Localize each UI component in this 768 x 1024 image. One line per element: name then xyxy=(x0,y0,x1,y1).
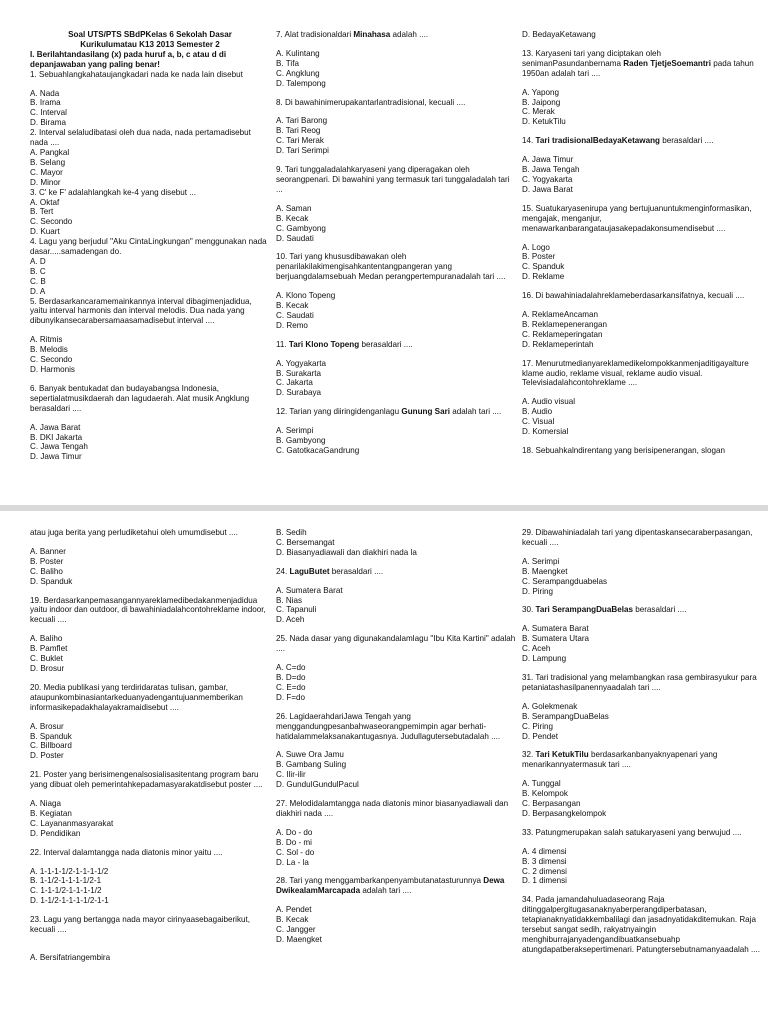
answer-option: C. Jawa Tengah xyxy=(30,442,88,452)
answer-option: D. Berpasangkelompok xyxy=(522,808,607,818)
answer-option: C. B xyxy=(30,276,46,286)
question-text: 7. Alat tradisionaldari Minahasa adalah .... xyxy=(276,30,429,39)
answer-option: A. Logo xyxy=(522,242,550,252)
answer-option: D. Lampung xyxy=(522,654,567,664)
answer-option: A. Serimpi xyxy=(276,426,314,436)
question-text: 9. Tari tunggaladalahkaryaseni yang diperagakan oleh seorangpenari. Di bawahini yang termasuk tari tunggaladalah tari ... xyxy=(276,165,512,194)
question-text: 24. LaguButet berasaldari .... xyxy=(276,566,384,576)
answer-option: C. Gambyong xyxy=(276,223,326,233)
answer-option: B. DKI Jakarta xyxy=(30,432,83,442)
answer-option: C. Reklameperingatan xyxy=(522,329,603,339)
answer-option: A. Saman xyxy=(276,203,312,213)
answer-option: C. Angklung xyxy=(276,68,320,78)
page2-column-1 xyxy=(30,528,270,963)
answer-option: A. Kulintang xyxy=(276,48,320,58)
answer-option: A. ReklameAncaman xyxy=(522,310,599,320)
answer-option: B. Jaipong xyxy=(522,97,561,107)
answer-option: D. F=do xyxy=(276,692,306,702)
question-text: 31. Tari tradisional yang melambangkan rasa gembirasyukur para petaniatashasilpanennyaadalah tari .... xyxy=(522,672,759,692)
question-block xyxy=(276,340,516,399)
answer-option: A. Bersifatriangembira xyxy=(30,953,111,962)
question-text: 32. Tari KetukTilu berdasarkanbanyaknyapenari yang menarikannyatermasuk tari .... xyxy=(522,750,720,770)
question-block xyxy=(30,128,270,187)
question-block xyxy=(276,165,516,243)
answer-option: D. A xyxy=(30,286,46,296)
question-text: 23. Lagu yang bertangga nada mayor cirinyaasebagaiberikut, kecuali .... xyxy=(30,915,253,935)
answer-option: C. Jangger xyxy=(276,925,316,935)
answer-option: C. Berpasangan xyxy=(522,799,581,809)
answer-option: C. Merak xyxy=(522,107,555,117)
answer-option: A. Sumatera Barat xyxy=(276,585,343,595)
answer-option: D. Kuart xyxy=(30,227,60,237)
question-text: 2. Interval selaludibatasi oleh dua nada, nada pertamadisebut nada .... xyxy=(30,128,254,148)
question-block xyxy=(30,297,270,375)
answer-option: B. Gambang Suling xyxy=(276,760,347,770)
answer-option: A. Yogyakarta xyxy=(276,358,326,368)
answer-option: D. Tari Serimpi xyxy=(276,146,329,156)
answer-option: D. Piring xyxy=(522,586,554,596)
answer-option: B. 3 dimensi xyxy=(522,856,567,866)
answer-option: D. Minor xyxy=(30,177,61,187)
question-text: 6. Banyak bentukadat dan budayabangsa Indonesia, sepertialatmusikdaerah dan lagudaerah. Alat musik Angklung berasaldari .... xyxy=(30,383,252,413)
page-divider xyxy=(0,505,768,511)
answer-option: D. 1-1/2-1-1-1-1/2-1-1 xyxy=(30,896,109,906)
answer-option: B. Jawa Tengah xyxy=(522,165,580,175)
question-block xyxy=(522,291,762,350)
answer-option: B. D=do xyxy=(276,672,306,682)
question-block xyxy=(30,237,270,296)
question-block xyxy=(276,30,516,89)
worksheet-subtitle: Kurikulumatau K13 2013 Semester 2 xyxy=(80,39,220,49)
answer-option: B. Maengket xyxy=(522,566,568,576)
answer-option: B. Tari Reog xyxy=(276,126,321,136)
answer-option: C. Piring xyxy=(522,721,554,731)
answer-option: D. 1 dimensi xyxy=(522,876,567,886)
question-block xyxy=(30,70,270,129)
worksheet-title: Soal UTS/PTS SBdPKelas 6 Sekolah Dasar xyxy=(68,30,232,39)
question-block xyxy=(522,446,762,456)
question-block xyxy=(276,98,516,157)
question-text: 28. Tari yang menggambarkanpenyambutanatasturunnya Dewa DwikealamMarcapada adalah tari .... xyxy=(276,876,507,896)
question-block xyxy=(276,567,516,626)
answer-option: C. Billboard xyxy=(30,741,72,751)
question-text: 13. Karyaseni tari yang diciptakan oleh senimanPasundanbernama Raden TjetjeSoemantri pada tahun 1950an adalah tari .... xyxy=(522,48,756,78)
question-text: 17. Menurutmedianyareklamedikelompokkanmenjaditigayalture klame audio, reklame visual, reklame audio visual. Televisiadalahcontohreklame .... xyxy=(522,358,751,388)
question-text: 4. Lagu yang berjudul "Aku CintaLingkungan" menggunakan nada dasar.....samadengan do. xyxy=(30,237,269,257)
answer-option: A. Yapong xyxy=(522,87,560,97)
question-block xyxy=(276,799,516,867)
question-block xyxy=(30,384,270,462)
answer-option: C. Spanduk xyxy=(522,262,565,272)
answer-option: C. Baliho xyxy=(30,566,63,576)
question-text: 12. Tarian yang diiringidenganlagu Gunung Sari adalah tari .... xyxy=(276,407,502,417)
answer-option: C. 2 dimensi xyxy=(522,866,567,876)
answer-option: D. Talempong xyxy=(276,78,326,88)
question-block xyxy=(30,770,270,838)
question-text: 21. Poster yang berisimengenalsosialisasitentang program baru yang dibuat oleh pemerintahkepadamasyarakatdisebut poster .... xyxy=(30,770,263,790)
answer-option: A. Do - do xyxy=(276,827,313,837)
answer-option: A. C=do xyxy=(276,663,306,673)
question-block xyxy=(276,634,516,702)
answer-option: A. Oktaf xyxy=(30,197,60,207)
question-block xyxy=(522,895,762,954)
answer-option: B. Pamflet xyxy=(30,644,68,654)
question-block xyxy=(522,49,762,127)
answer-option: A. D xyxy=(30,256,46,266)
answer-option: C. Secondo xyxy=(30,217,73,227)
answer-option: C. Sol - do xyxy=(276,847,315,857)
answer-option: A. 4 dimensi xyxy=(522,846,567,856)
answer-option: C. Mayor xyxy=(30,167,63,177)
question-text: 14. Tari tradisionalBedayaKetawang berasaldari .... xyxy=(522,136,714,146)
answer-option: D. Remo xyxy=(276,320,308,330)
answer-option: A. Baliho xyxy=(30,634,63,644)
answer-option: B. Irama xyxy=(30,98,61,108)
answer-option: D. La - la xyxy=(276,857,309,867)
worksheet-page-2 xyxy=(0,520,768,1020)
answer-option: D. GundulGundulPacul xyxy=(276,780,359,790)
answer-option: D. Birama xyxy=(30,118,66,128)
answer-option: B. Melodis xyxy=(30,345,68,355)
answer-option: C. 1-1-1/2-1-1-1-1/2 xyxy=(30,886,102,896)
instruction-text: I. Berilahtandasilang (x) pada huruf a, b, c atau d di depanjawaban yang paling benar! xyxy=(30,49,229,69)
question-text: 10. Tari yang khususdibawakan oleh penarilakilakimengisahkantentangpangeran yang berjuangdalamsebuah Medan perangpertempuranadalah tari .... xyxy=(276,252,506,282)
answer-option: A. Niaga xyxy=(30,799,62,809)
answer-option: C. E=do xyxy=(276,682,306,692)
answer-option: B. Gambyong xyxy=(276,436,326,446)
answer-option: D. KetukTilu xyxy=(522,117,566,127)
answer-option: D. Pendet xyxy=(522,731,558,741)
question-text: 19. Berdasarkanpemasangannyareklamedibedakanmenjadidua yaitu indoor dan outdoor, di bawahiniadalahcontohreklame indoor, kecuali .... xyxy=(30,595,269,625)
answer-option: B. Audio xyxy=(522,407,553,417)
question-block xyxy=(522,673,762,741)
page2-column-3 xyxy=(522,528,762,955)
question-text: 22. Interval dalamtangga nada diatonis minor yaitu .... xyxy=(30,847,223,857)
answer-option: D. Reklame xyxy=(522,272,565,282)
question-block xyxy=(522,528,762,596)
answer-option: D. Komersial xyxy=(522,427,569,437)
question-block xyxy=(30,188,270,238)
answer-option: B. Kelompok xyxy=(522,789,568,799)
question-block xyxy=(522,605,762,664)
answer-option: A. Nada xyxy=(30,88,60,98)
answer-option: D. Spanduk xyxy=(30,576,73,586)
question-text: 1. Sebuahlangkahataujangkadari nada ke nada lain disebut xyxy=(30,69,243,79)
answer-option: B. 1-1/2-1-1-1-1/2-1 xyxy=(30,876,102,886)
answer-option: D. Pendidikan xyxy=(30,828,81,838)
answer-option: A. Tari Barong xyxy=(276,116,328,126)
answer-option: B. Tert xyxy=(30,207,54,217)
question-text: 27. Melodidalamtangga nada diatonis minor biasanyadiawali dan diakhiri nada .... xyxy=(276,799,511,818)
answer-option: B. Nias xyxy=(276,595,303,605)
answer-option: A. Serimpi xyxy=(522,556,560,566)
question-text: 20. Media publikasi yang terdiridaratas tulisan, gambar, ataupunkombinasiantarkeduanyadengantujuanmemberikan informasikepadakhalayakramaidisebut .... xyxy=(30,682,246,712)
answer-option: B. C xyxy=(30,266,46,276)
answer-option: C. Secondo xyxy=(30,355,73,365)
answer-option: D. Maengket xyxy=(276,935,322,944)
question-block xyxy=(276,407,516,456)
question-text: 11. Tari Klono Topeng berasaldari .... xyxy=(276,339,413,349)
answer-option: A. Jawa Timur xyxy=(522,155,574,165)
answer-option: A. Klono Topeng xyxy=(276,291,336,301)
answer-option: D. Poster xyxy=(30,751,64,761)
answer-option: B. Poster xyxy=(30,556,64,566)
answer-option: C. Tari Merak xyxy=(276,136,324,146)
answer-option: B. Reklamepenerangan xyxy=(522,319,608,329)
answer-option: C. Saudati xyxy=(276,310,314,320)
answer-option: C. Interval xyxy=(30,108,67,118)
question-block xyxy=(30,915,270,963)
answer-option: B. Kegiatan xyxy=(30,808,72,818)
answer-option: A. Pangkal xyxy=(30,147,70,157)
answer-option: D. BedayaKetawang xyxy=(522,30,596,39)
answer-option: B. Sedih xyxy=(276,528,307,537)
answer-option: C. Yogyakarta xyxy=(522,174,573,184)
answer-option: C. Visual xyxy=(522,417,555,427)
question-text: atau juga berita yang perludiketahui oleh umumdisebut .... xyxy=(30,528,238,537)
answer-option: A. Golekmenak xyxy=(522,701,578,711)
answer-option: A. Jawa Barat xyxy=(30,422,81,432)
question-text: 29. Dibawahiniadalah tari yang dipentaskansecaraberpasangan, kecuali .... xyxy=(522,528,755,547)
answer-option: A. Audio visual xyxy=(522,397,576,407)
answer-option: D. Saudati xyxy=(276,233,314,243)
question-text: 30. Tari SerampangDuaBelas berasaldari .... xyxy=(522,605,687,615)
page1-column-2 xyxy=(276,30,516,456)
worksheet-page-1 xyxy=(0,22,768,522)
answer-option: B. SerampangDuaBelas xyxy=(522,711,609,721)
page2-column-2 xyxy=(276,528,516,945)
answer-option: D. Surabaya xyxy=(276,388,321,398)
answer-option: B. Sumatera Utara xyxy=(522,634,590,644)
page1-column-1 xyxy=(30,30,270,462)
question-text: 3. C' ke F' adalahlangkah ke-4 yang disebut ... xyxy=(30,187,196,197)
answer-option: D. Reklameperintah xyxy=(522,339,594,349)
answer-option: C. Layananmasyarakat xyxy=(30,818,114,828)
answer-option: D. Harmonis xyxy=(30,365,75,374)
answer-option: B. Poster xyxy=(522,252,556,262)
question-text: 5. Berdasarkancaramemainkannya interval dibagimenjadidua, yaitu interval harmonis dan interval melodis. Dua nada yang dibunyikansecarabersamaasamadisebut interval .... xyxy=(30,296,255,326)
answer-option: B. Surakarta xyxy=(276,368,321,378)
question-block xyxy=(30,596,270,674)
question-text: 16. Di bawahiniadalahreklameberdasarkansifatnya, kecuali .... xyxy=(522,291,745,301)
question-block xyxy=(276,876,516,944)
page1-column-3 xyxy=(522,30,762,456)
question-block xyxy=(522,750,762,818)
answer-option: A. Pendet xyxy=(276,905,312,915)
answer-option: C. Serampangduabelas xyxy=(522,576,608,586)
answer-option: C. GatotkacaGandrung xyxy=(276,446,360,455)
answer-option: A. Brosur xyxy=(30,721,64,731)
answer-option: D. Jawa Timur xyxy=(30,452,82,462)
answer-option: A. 1-1-1-1/2-1-1-1-1/2 xyxy=(30,866,109,876)
answer-option: B. Tifa xyxy=(276,58,299,68)
answer-option: B. Kecak xyxy=(276,915,309,925)
question-block xyxy=(522,136,762,195)
answer-option: B. Spanduk xyxy=(30,731,72,741)
question-text: 15. Suatukaryasenirupa yang bertujuanuntukmenginformasikan, mengajak, menganjur, menawarkanbarangataujasakepadakonsumendisebut .... xyxy=(522,203,754,233)
question-list xyxy=(30,70,270,463)
question-text: 26. LagidaerahdariJawa Tengah yang menggandungpesanbahwaseorangpemimpin agar berhati-hatidalammelaksanakantugasnya. Judullagutersebutadalah .... xyxy=(276,711,501,741)
question-text: 8. Di bawahinimerupakantarlantradisional, kecuali .... xyxy=(276,97,466,107)
answer-option: D. Aceh xyxy=(276,615,305,625)
answer-option: D. Brosur xyxy=(30,663,65,673)
question-block xyxy=(30,848,270,907)
answer-option: A. Suwe Ora Jamu xyxy=(276,750,344,760)
question-block xyxy=(276,712,516,790)
answer-option: A. Ritmis xyxy=(30,335,63,345)
answer-option: D. Biasanyadiawali dan diakhiri nada la xyxy=(276,547,417,557)
answer-option: C. Buklet xyxy=(30,654,63,664)
answer-option: C. Tapanuli xyxy=(276,605,317,615)
answer-option: B. Kecak xyxy=(276,301,309,311)
question-block xyxy=(276,252,516,330)
question-text: 18. Sebuahkalndirentang yang berisipenerangan, slogan xyxy=(522,446,725,455)
answer-option: A. Sumatera Barat xyxy=(522,624,589,634)
answer-option: A. Tunggal xyxy=(522,779,561,789)
answer-option: C. Aceh xyxy=(522,644,551,654)
answer-option: A. Banner xyxy=(30,546,66,556)
question-block xyxy=(522,828,762,887)
answer-option: C. Jakarta xyxy=(276,378,313,388)
question-block xyxy=(30,683,270,761)
question-block xyxy=(522,359,762,437)
answer-option: B. Do - mi xyxy=(276,837,312,847)
question-block xyxy=(30,528,270,587)
question-text: 33. Patungmerupakan salah satukaryaseni yang berwujud .... xyxy=(522,827,742,837)
answer-option: C. Bersemangat xyxy=(276,537,335,547)
answer-option: D. Jawa Barat xyxy=(522,184,573,194)
answer-option: C. Ilir-ilir xyxy=(276,770,306,780)
question-text: 25. Nada dasar yang digunakandalamlagu "Ibu Kita Kartini" adalah .... xyxy=(276,634,518,654)
answer-option: B. Selang xyxy=(30,157,66,167)
answer-option: B. Kecak xyxy=(276,213,309,223)
question-text: 34. Pada jamandahuluadaseorang Raja ditinggalpergitugasanaknyaberperangdiperbatasan, tetapianaknyatidakkembalilagi dan jasadnyatidakditemukan. Raja tersebut sangat sedih, rakyatnyaingin menghiburrajanyadengandibuatkansebuahp atungdapatberaksepertimenari. Patungtersebutnamanyaadalah .... xyxy=(522,895,761,954)
question-block xyxy=(522,204,762,282)
